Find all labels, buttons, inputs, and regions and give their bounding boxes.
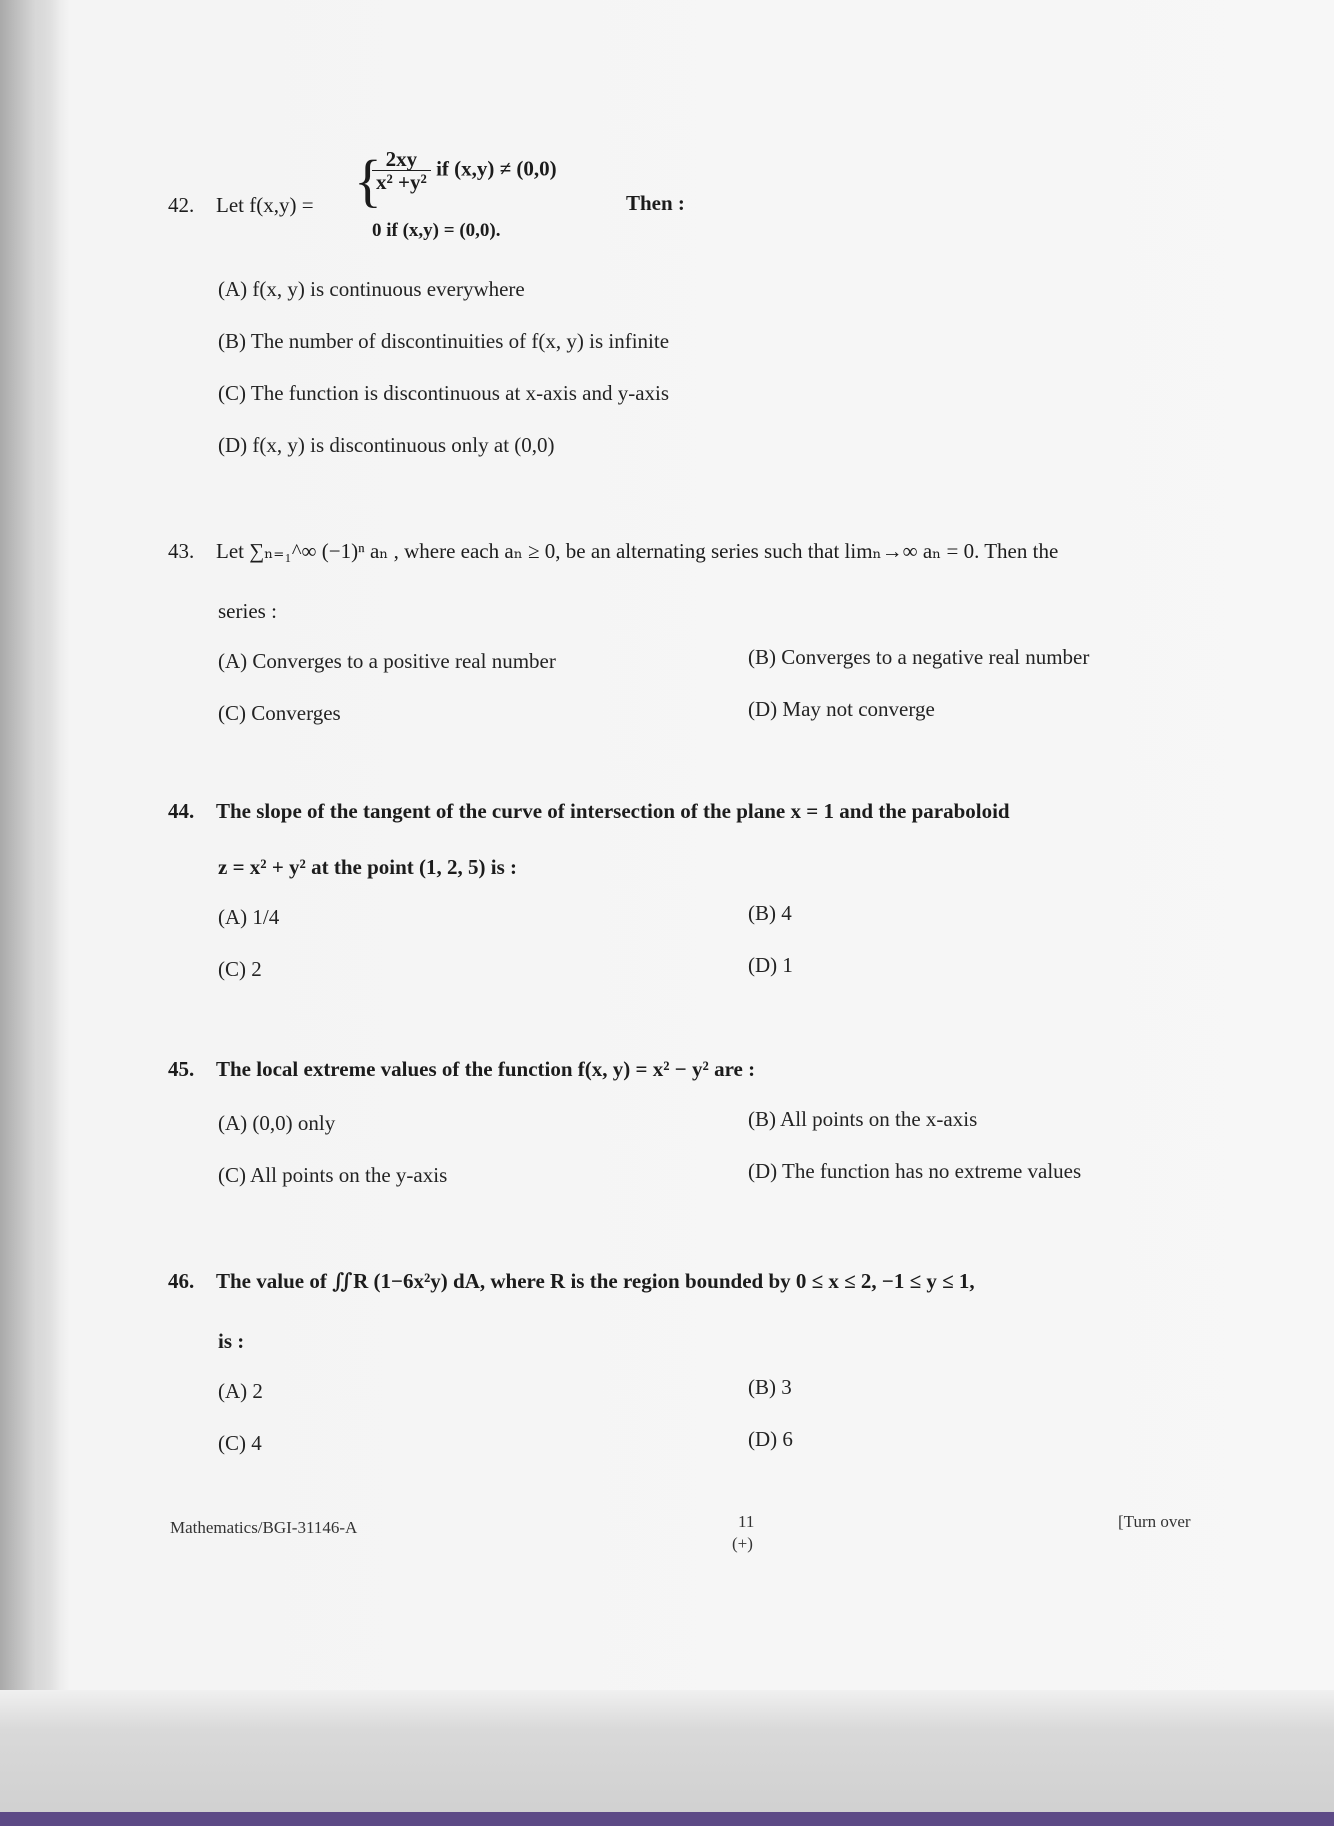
question-tail: Then : (626, 191, 685, 215)
option-42c: (C) The function is discontinuous at x-axis and y-axis (218, 381, 670, 405)
page-number: 11 (738, 1512, 755, 1531)
turn-over-note: [Turn over (1118, 1512, 1191, 1531)
option-44d: (D) 1 (748, 953, 793, 977)
option-46d: (D) 6 (748, 1427, 793, 1451)
question-stem: Let ∑ₙ₌₁^∞ (−1)ⁿ aₙ , where each aₙ ≥ 0, be an alternating series such that limₙ→∞ aₙ = 0. Then the (216, 539, 1059, 563)
option-45d: (D) The function has no extreme values (748, 1159, 1082, 1183)
question-42 (168, 192, 314, 218)
question-44 (168, 798, 1010, 824)
option-42b: (B) The number of discontinuities of f(x, y) is infinite (218, 329, 670, 353)
case1-fraction (372, 148, 431, 193)
option-44c: (C) 2 (218, 957, 262, 981)
question-43 (168, 538, 1058, 564)
question-46-stem-line2: is : (218, 1329, 245, 1353)
page-mark: (+) (732, 1534, 753, 1553)
option-43d: (D) May not converge (748, 697, 935, 721)
scan-edge (0, 1812, 1334, 1826)
question-stem: The value of ∬R (1−6x²y) dA, where R is the region bounded by 0 ≤ x ≤ 2, −1 ≤ y ≤ 1, (216, 1269, 975, 1293)
piecewise-brace: { (354, 148, 382, 213)
question-43-stem-line2: series : (218, 599, 277, 623)
piecewise-case-1 (372, 148, 557, 193)
question-number: 42. (168, 193, 195, 217)
question-46 (168, 1268, 975, 1294)
question-number: 43. (168, 539, 195, 563)
option-45b: (B) All points on the x-axis (748, 1107, 978, 1131)
option-44b: (B) 4 (748, 901, 792, 925)
option-44a: (A) 1/4 (218, 905, 280, 929)
question-lead: Let f(x,y) = (216, 193, 314, 217)
question-45 (168, 1056, 755, 1082)
paper-code: Mathematics/BGI-31146-A (170, 1518, 358, 1537)
option-45c: (C) All points on the y-axis (218, 1163, 448, 1187)
option-43a: (A) Converges to a positive real number (218, 649, 556, 673)
question-stem: The slope of the tangent of the curve of intersection of the plane x = 1 and the paraboloid (216, 799, 1010, 823)
option-46b: (B) 3 (748, 1375, 792, 1399)
question-number: 46. (168, 1269, 195, 1293)
binding-shadow (0, 0, 60, 1826)
fraction-denominator: x² +y² (376, 170, 427, 194)
option-45a: (A) (0,0) only (218, 1111, 336, 1135)
fraction-numerator: 2xy (372, 148, 431, 171)
scan-bottom-shadow (0, 1690, 1334, 1826)
question-number: 45. (168, 1057, 195, 1081)
option-46a: (A) 2 (218, 1379, 263, 1403)
option-46c: (C) 4 (218, 1431, 262, 1455)
question-number: 44. (168, 799, 195, 823)
option-42a: (A) f(x, y) is continuous everywhere (218, 277, 525, 301)
piecewise-case-2: 0 if (x,y) = (0,0). (372, 220, 501, 241)
case1-condition: if (x,y) ≠ (0,0) (436, 156, 557, 181)
question-stem: The local extreme values of the function f(x, y) = x² − y² are : (216, 1057, 756, 1081)
option-43b: (B) Converges to a negative real number (748, 645, 1090, 669)
option-43c: (C) Converges (218, 701, 341, 725)
question-44-stem-line2: z = x² + y² at the point (1, 2, 5) is : (218, 855, 518, 879)
option-42d: (D) f(x, y) is discontinuous only at (0,0) (218, 433, 555, 457)
